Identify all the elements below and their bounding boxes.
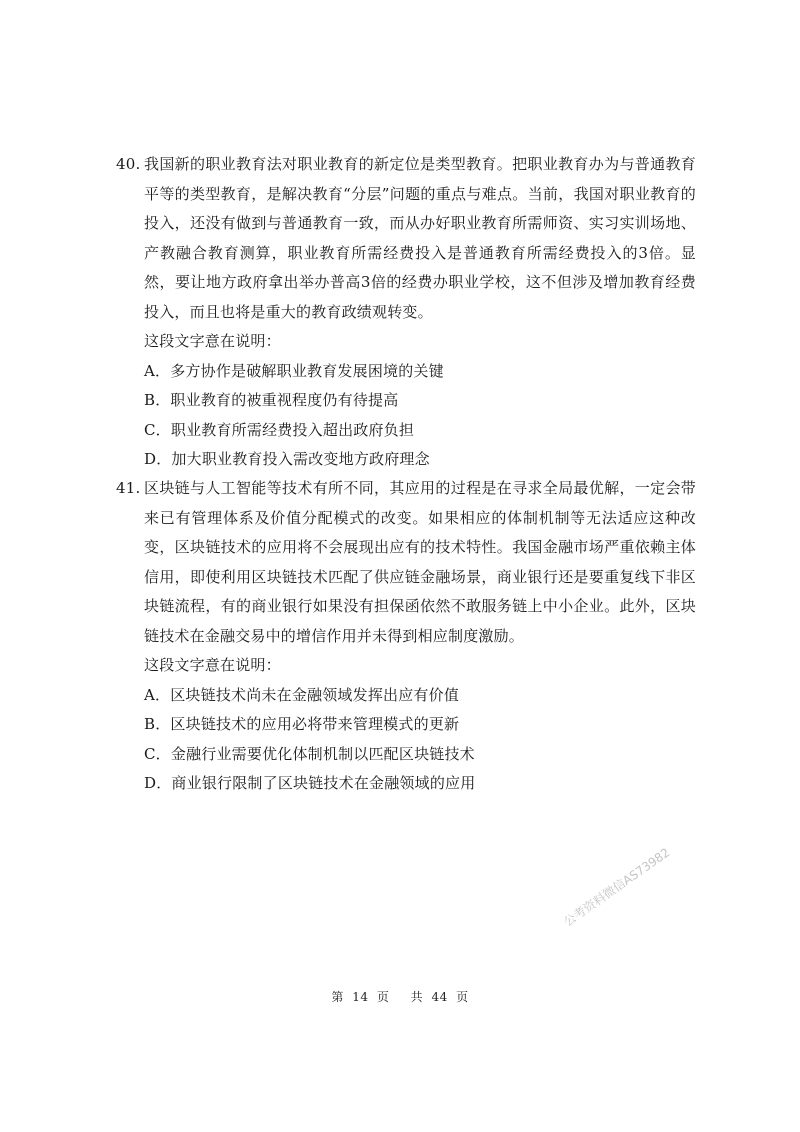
question-41 <box>116 474 696 799</box>
option-a: A．区块链技术尚未在金融领域发挥出应有价值 <box>144 685 460 704</box>
question-number: 40. <box>116 155 141 173</box>
option-d: D．加大职业教育投入需改变地方政府理念 <box>144 450 430 468</box>
page-footer <box>0 988 800 1005</box>
watermark: 公考资料微信AS73982 <box>561 845 673 930</box>
question-stem <box>116 150 696 327</box>
question-text: 我国新的职业教育法对职业教育的新定位是类型教育。把职业教育办为与普通教育平等的类型教育，是解决教育“分层”问题的重点与难点。当前，我国对职业教育的投入，还没有做到与普通教育一致，而从办好职业教育所需师资、实习实训场地、产教融合教育测算，职业教育所需经费投入是普通教育所需经费投入的3倍。显然，要让地方政府拿出举办普高3倍的经费办职业学校，这不但涉及增加教育经费投入，而且也将是重大的教育政绩观转变。 <box>144 155 696 321</box>
option-c: C．金融行业需要优化体制机制以匹配区块链技术 <box>144 744 475 763</box>
option-a: A．多方协作是破解职业教育发展困境的关键 <box>144 361 444 380</box>
option-d: D．商业银行限制了区块链技术在金融领域的应用 <box>144 774 476 792</box>
question-40 <box>116 150 696 475</box>
footer-prefix: 第 <box>331 990 344 1004</box>
question-stem <box>116 474 696 651</box>
footer-page-number: 14 <box>352 990 369 1004</box>
footer-total-pages: 44 <box>431 990 448 1004</box>
option-list <box>116 357 696 475</box>
question-prompt: 这段文字意在说明： <box>144 656 281 674</box>
option-c: C．职业教育所需经费投入超出政府负担 <box>144 420 415 439</box>
option-b: B．职业教育的被重视程度仍有待提高 <box>144 391 399 409</box>
question-prompt: 这段文字意在说明： <box>144 332 281 350</box>
footer-total-unit: 页 <box>456 990 469 1004</box>
footer-total-prefix: 共 <box>410 990 424 1004</box>
question-number: 41. <box>116 479 141 497</box>
footer-page-unit: 页 <box>376 990 390 1004</box>
question-text: 区块链与人工智能等技术有所不同，其应用的过程是在寻求全局最优解，一定会带来已有管理体系及价值分配模式的改变。如果相应的体制机制等无法适应这种改变，区块链技术的应用将不会展现出应有的技术特性。我国金融市场严重依赖主体信用，即使利用区块链技术匹配了供应链金融场景，商业银行还是要重复线下非区块链流程，有的商业银行如果没有担保函依然不敢服务链上中小企业。此外，区块链技术在金融交易中的增信作用并未得到相应制度激励。 <box>144 479 696 645</box>
option-list <box>116 681 696 799</box>
option-b: B．区块链技术的应用必将带来管理模式的更新 <box>144 715 460 733</box>
